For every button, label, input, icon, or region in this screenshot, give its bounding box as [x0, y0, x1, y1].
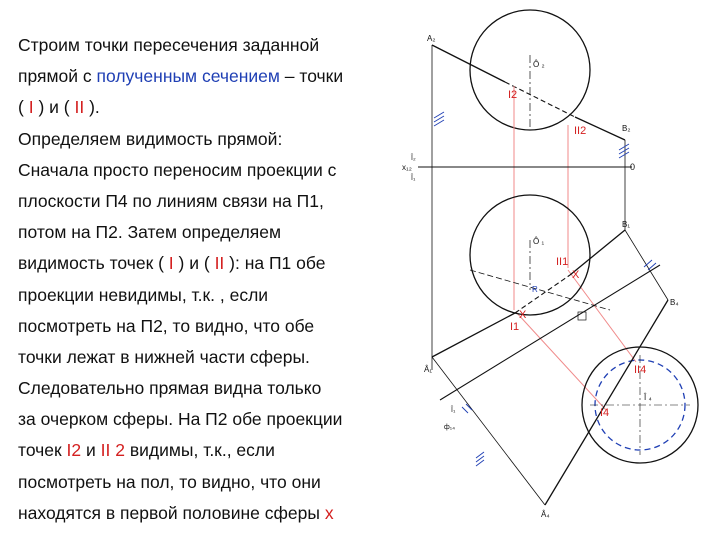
label-B4: B₄ [670, 298, 679, 307]
label-O2: Ô ₂ [533, 60, 545, 69]
point-II2-label: II 2 [100, 440, 125, 461]
text-line-16: находятся в первой половине сферы x [18, 502, 334, 523]
label-x14: ф₁₄ [444, 424, 455, 431]
label-I4: I4 [600, 407, 610, 419]
label-I1: I1 [510, 321, 520, 333]
section-line-p1 [470, 270, 610, 310]
explanation-text [18, 30, 403, 529]
label-I2-small: Î₂ [411, 155, 416, 162]
label-A4: Â₄ [541, 510, 550, 519]
label-O1: Ô ₁ [533, 237, 545, 246]
highlight-section: полученным сечением [96, 66, 280, 87]
hatch-marks [434, 112, 656, 466]
text-line-7: потом на П2. Затем определяем [18, 222, 282, 243]
point-I-label: I [28, 97, 34, 118]
link-a-p4 [432, 357, 545, 505]
text-line-2: прямой с полученным сечением – точки [18, 66, 344, 87]
mark-X-II1: X [572, 269, 580, 281]
text-line-10: посмотреть на П2, то видно, что обе [18, 315, 315, 336]
point-II-label: II [214, 253, 225, 274]
label-x14-top: Î₁ [451, 407, 456, 414]
label-II2: II2 [574, 125, 587, 137]
line-ab-p1-visible [432, 313, 515, 357]
text-line-15: посмотреть на пол, то видно, что они [18, 471, 321, 492]
text-line-13: за очерком сферы. На П2 обе проекции [18, 409, 343, 430]
label-I1-small: Î₁ [411, 175, 416, 182]
text-line-5: Сначала просто переносим проекции с [18, 159, 337, 180]
geometry-drawing [400, 0, 720, 540]
line-ab-p1-hidden [515, 275, 570, 313]
x-mark: x [324, 502, 334, 523]
text-line-4: Определяем видимость прямой: [18, 128, 283, 149]
text-line-8: видимость точек ( I ) и ( II ): на П1 обе [18, 253, 326, 274]
label-zero: 0 [630, 162, 636, 172]
text-line-6: плоскости П4 по линиям связи на П1, [18, 190, 324, 211]
text-line-9: проекции невидимы, т.к. , если [18, 284, 269, 305]
axis-x14 [440, 265, 660, 400]
line-ab-p4 [545, 300, 668, 505]
label-R: R [532, 285, 538, 294]
point-II-label: II [74, 97, 85, 118]
sphere-p1-outline [470, 195, 590, 315]
text-line-3: ( I ) и ( II ). [18, 97, 100, 118]
mark-X-I1: X [519, 309, 527, 321]
label-B2: B₂ [622, 124, 631, 133]
label-II4: II4 [634, 364, 647, 376]
sphere-p2-outline [470, 10, 590, 130]
link-line [516, 312, 606, 410]
label-A1: Â₁ [424, 365, 433, 374]
text-line-11: точки лежат в нижней части сферы. [18, 346, 310, 367]
label-B1: B₁ [622, 220, 631, 229]
text-line-12: Следовательно прямая видна только [18, 378, 322, 399]
text-line-1: Строим точки пересечения заданной [18, 35, 320, 55]
label-I2: I2 [508, 89, 518, 101]
line-ab-p2-visible [432, 45, 505, 82]
label-x12: x₁₂ [402, 163, 412, 172]
label-A2: A₂ [427, 34, 436, 43]
label-O4: Î ₄ [644, 393, 652, 402]
label-II1: II1 [556, 256, 569, 268]
point-I2-label: I2 [66, 440, 82, 461]
point-I-label: I [168, 253, 174, 274]
text-line-14: точек I2 и II 2 видимы, т.к., если [18, 440, 275, 461]
